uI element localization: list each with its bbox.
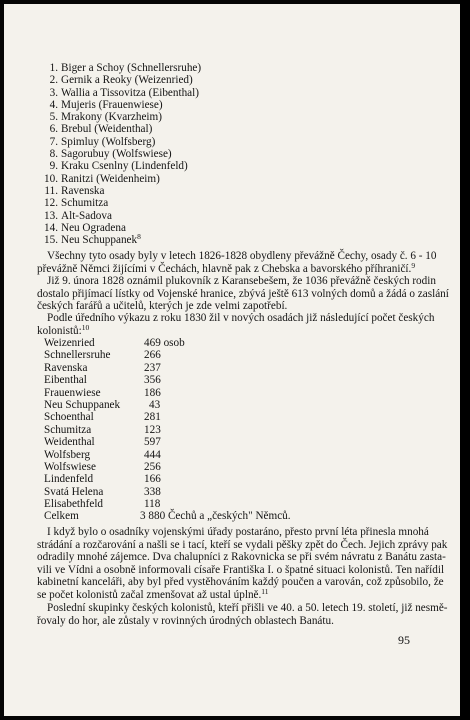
table-row: Weizenried 469 osob xyxy=(44,337,185,349)
list-item: 5. Mrakony (Kvarzheim) xyxy=(49,111,162,124)
list-item: 7. Spimluy (Wolfsberg) xyxy=(49,135,156,148)
table-row: Neu Schuppanek 43 xyxy=(44,398,161,411)
table-row: Wolfswiese 256 xyxy=(44,460,161,473)
village-list xyxy=(44,62,201,246)
paragraph-last-groups: Poslední skupinky českých kolonistů, kteří přišli ve 40. a 50. letech 19. století, již nesmě- řovaly do hor, ale zůstaly v rovinných úrodných oblastech Banátu. xyxy=(37,602,448,627)
list-item: 6. Brebul (Weidenthal) xyxy=(49,123,153,136)
table-row: Wolfsberg 444 xyxy=(44,448,161,461)
footnote-ref: 9 xyxy=(411,260,416,270)
list-item: 14. Neu Ogradena xyxy=(44,221,126,234)
table-row: Lindenfeld 166 xyxy=(44,473,161,486)
table-row-total: Celkem 3 880 Čechů a „českých" Němců. xyxy=(44,510,291,523)
page-number: 95 xyxy=(398,633,410,647)
paragraph-hardship: I když bylo o osadníky vojenskými úřady postaráno, přesto první léta přinesla mnohá strádání a rozčarování a našli se i tací, kteří se vydali pěšky zpět do Čech. Jejich zprávy pak odradily mnohé zájemce. Dva chalupníci z Rakovnicka se při svém návratu z Banátu zasta- vili ve Vídni a osobně informovali císaře Františka I. o špatné situaci kolonistů. Ten nařídil kabinetní kanceláři, aby byl před vystěhováním každý poučen a varován, což způsobilo, že se počet kolonistů začal zmenšovat až ustal úplně.$^{11}$ xyxy=(37,526,448,601)
table-row: Schoenthal 281 xyxy=(44,411,161,424)
table-row: Weidenthal 597 xyxy=(44,436,161,449)
paragraph-report-1828: Již 9. února 1828 oznámil plukovník z Karansebešem, že 1036 převážně českých rodin dostalo přijímací lístky od Vojenské hranice, zbývá ještě 613 volných domů a žádá o zaslání českých farářů a učitelů, kterých je zde velmi zapotřebí. xyxy=(37,275,449,313)
list-item: 15. Neu Schuppanek$^8$ xyxy=(44,232,141,247)
list-item: 11. Ravenska xyxy=(44,184,105,197)
paragraph-report-1830: Podle úředního výkazu z roku 1830 žil v nových osadách již následující počet českých kolonistů:$^{10}$ xyxy=(37,312,435,337)
list-item: 12. Schumitza xyxy=(44,197,109,210)
list-item: 8. Sagorubuy (Wolfswiese) xyxy=(49,148,172,161)
list-item: 10. Ranitzi (Weidenheim) xyxy=(44,172,160,185)
list-item: 3. Wallia a Tissovitza (Eibenthal) xyxy=(49,86,199,99)
list-item: 9. Kraku Csenlny (Lindenfeld) xyxy=(49,160,188,173)
table-row: Svatá Helena 338 xyxy=(44,485,161,498)
table-row: Schnellersruhe 266 xyxy=(44,349,161,362)
list-item: 1. Biger a Schoy (Schnellersruhe) xyxy=(49,62,202,74)
table-row: Ravenska 237 xyxy=(44,361,161,374)
list-item: 2. Gernik a Reoky (Weizenried) xyxy=(49,74,193,87)
table-row: Frauenwiese 186 xyxy=(44,386,161,399)
list-item: 4. Mujeris (Frauenwiese) xyxy=(49,98,163,111)
footnote-ref: 8 xyxy=(137,232,141,242)
list-item: 13. Alt-Sadova xyxy=(44,209,112,222)
settler-table xyxy=(44,337,424,523)
footnote-ref: 10 xyxy=(81,322,90,332)
book-spine-edge xyxy=(460,0,470,720)
footnote-ref: 11 xyxy=(261,586,269,596)
table-row: Elisabethfeld 118 xyxy=(44,498,161,511)
table-row: Schumitza 123 xyxy=(44,423,161,436)
book-page xyxy=(4,4,460,716)
paragraph-settlement: Všechny tyto osady byly v letech 1826-1828 obydleny převážně Čechy, osady č. 6 - 10 převážně Němci žijícími v Čechách, hlavně pak z Chebska a bavorského příhraničí.$^9$ xyxy=(37,250,437,275)
table-row: Eibenthal 356 xyxy=(44,374,161,387)
